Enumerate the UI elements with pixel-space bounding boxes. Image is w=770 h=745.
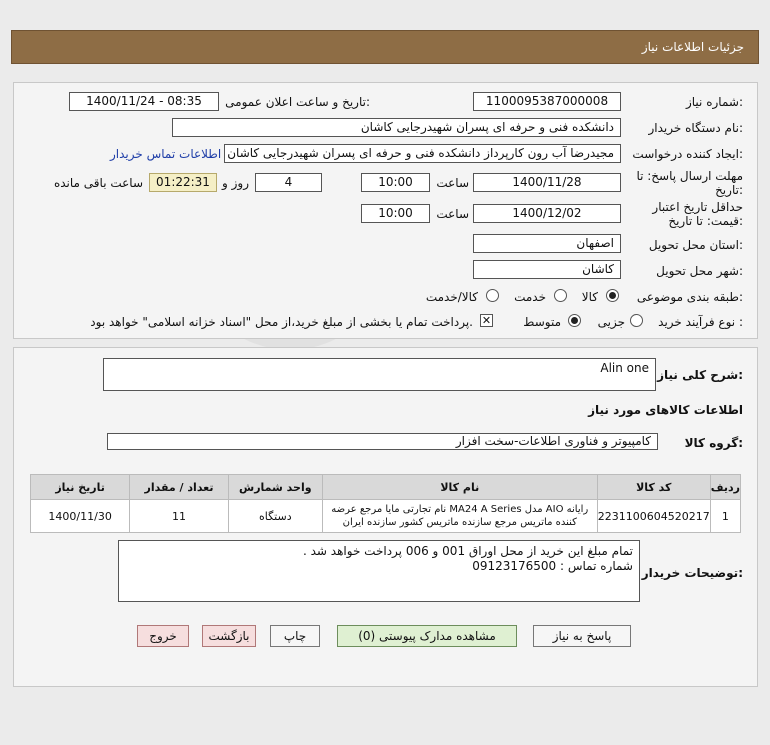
- process-radio-minor[interactable]: [630, 314, 643, 327]
- announce-label: تاریخ و ساعت اعلان عمومی:: [225, 95, 370, 109]
- table-row: [31, 500, 741, 533]
- table-header-row: [31, 475, 741, 500]
- col-name: نام کالا: [322, 475, 597, 500]
- reply-deadline-label-2: تاریخ:: [715, 183, 743, 197]
- reply-deadline-label: مهلت ارسال پاسخ: تا: [636, 169, 743, 183]
- cell-code: 2231100604520217: [597, 500, 710, 533]
- category-option-service: خدمت: [514, 290, 546, 304]
- category-radio-goods[interactable]: [606, 289, 619, 302]
- items-table: [30, 474, 741, 533]
- cell-qty: 11: [130, 500, 229, 533]
- remaining-timer: 01:22:31: [149, 173, 217, 192]
- cell-unit: دستگاه: [228, 500, 322, 533]
- buyer-org-label: نام دستگاه خریدار:: [648, 121, 743, 135]
- reply-time-field: 10:00: [361, 173, 430, 192]
- reply-date-field: 1400/11/28: [473, 173, 621, 192]
- reply-button[interactable]: پاسخ به نیاز: [533, 625, 631, 647]
- validity-label-2: قیمت: تا تاریخ:: [668, 214, 743, 228]
- process-label: نوع فرآیند خرید :: [658, 315, 743, 329]
- process-option-minor: جزیی: [597, 315, 625, 329]
- validity-date-field: 1400/12/02: [473, 204, 621, 223]
- category-option-goods: کالا: [581, 290, 598, 304]
- buyer-notes-label: توضیحات خریدار:: [641, 566, 743, 580]
- category-radio-service[interactable]: [554, 289, 567, 302]
- requester-field: مجیدرضا آب رون کارپرداز دانشکده فنی و حرفه ای پسران شهیدرجایی کاشان: [224, 144, 621, 163]
- announce-field: 1400/11/24 - 08:35: [69, 92, 219, 111]
- province-field: اصفهان: [473, 234, 621, 253]
- remaining-label: ساعت باقی مانده: [53, 176, 143, 190]
- buyer-notes-line-1: تمام مبلغ این خرید از محل اوراق 001 و 006 پرداخت خواهد شد .: [302, 544, 633, 558]
- city-label: شهر محل تحویل:: [656, 264, 743, 278]
- attachments-button[interactable]: مشاهده مدارک پیوستی (0): [337, 625, 517, 647]
- days-field: 4: [255, 173, 322, 192]
- col-code: کد کالا: [597, 475, 710, 500]
- need-number-field: 1100095387000008: [473, 92, 621, 111]
- summary-label: شرح کلی نیاز:: [657, 368, 743, 382]
- days-label: روز و: [222, 176, 249, 190]
- col-date: تاریخ نیاز: [31, 475, 130, 500]
- goods-info-title: اطلاعات کالاهای مورد نیاز: [588, 403, 743, 417]
- city-field: کاشان: [473, 260, 621, 279]
- col-row: ردیف: [710, 475, 740, 500]
- buyer-notes-field: [118, 540, 640, 602]
- col-unit: واحد شمارش: [228, 475, 322, 500]
- category-option-both: کالا/خدمت: [425, 290, 478, 304]
- goods-group-label: گروه کالا:: [684, 436, 743, 450]
- requester-label: ایجاد کننده درخواست:: [632, 147, 743, 161]
- validity-time-field: 10:00: [361, 204, 430, 223]
- category-radio-both[interactable]: [486, 289, 499, 302]
- col-qty: تعداد / مقدار: [130, 475, 229, 500]
- process-radio-medium[interactable]: [568, 314, 581, 327]
- cell-row: 1: [710, 500, 740, 533]
- print-button[interactable]: چاپ: [270, 625, 320, 647]
- category-label: طبقه بندی موضوعی:: [636, 290, 743, 304]
- process-option-medium: متوسط: [523, 315, 561, 329]
- page-title-bar: [11, 30, 759, 64]
- goods-group-field: کامپیوتر و فناوری اطلاعات-سخت افزار: [107, 433, 658, 450]
- validity-label: حداقل تاریخ اعتبار: [652, 200, 743, 214]
- cell-date: 1400/11/30: [31, 500, 130, 533]
- back-button[interactable]: بازگشت: [202, 625, 256, 647]
- buyer-notes-line-2: شماره تماس : 09123176500: [472, 559, 633, 573]
- page-title: جزئیات اطلاعات نیاز: [641, 40, 744, 54]
- province-label: استان محل تحویل:: [648, 238, 743, 252]
- buyer-contact-link[interactable]: اطلاعات تماس خریدار: [110, 147, 222, 161]
- treasury-note: پرداخت تمام یا بخشی از مبلغ خرید،از محل "اسناد خزانه اسلامی" خواهد بود.: [90, 315, 473, 329]
- treasury-checkbox[interactable]: ✕: [481, 314, 492, 327]
- validity-time-label: ساعت: [436, 207, 469, 221]
- buyer-org-field: دانشکده فنی و حرفه ای پسران شهیدرجایی کاشان: [172, 118, 621, 137]
- reply-time-label: ساعت: [436, 176, 469, 190]
- need-number-label: شماره نیاز:: [685, 95, 743, 109]
- summary-field: Alin one: [103, 358, 656, 391]
- cell-name: رایانه AIO مدل MA24 A Series نام تجارتی مایا مرجع عرضه کننده ماتریس مرجع سازنده ماتریس کشور سازنده ایران: [322, 500, 597, 533]
- exit-button[interactable]: خروج: [137, 625, 189, 647]
